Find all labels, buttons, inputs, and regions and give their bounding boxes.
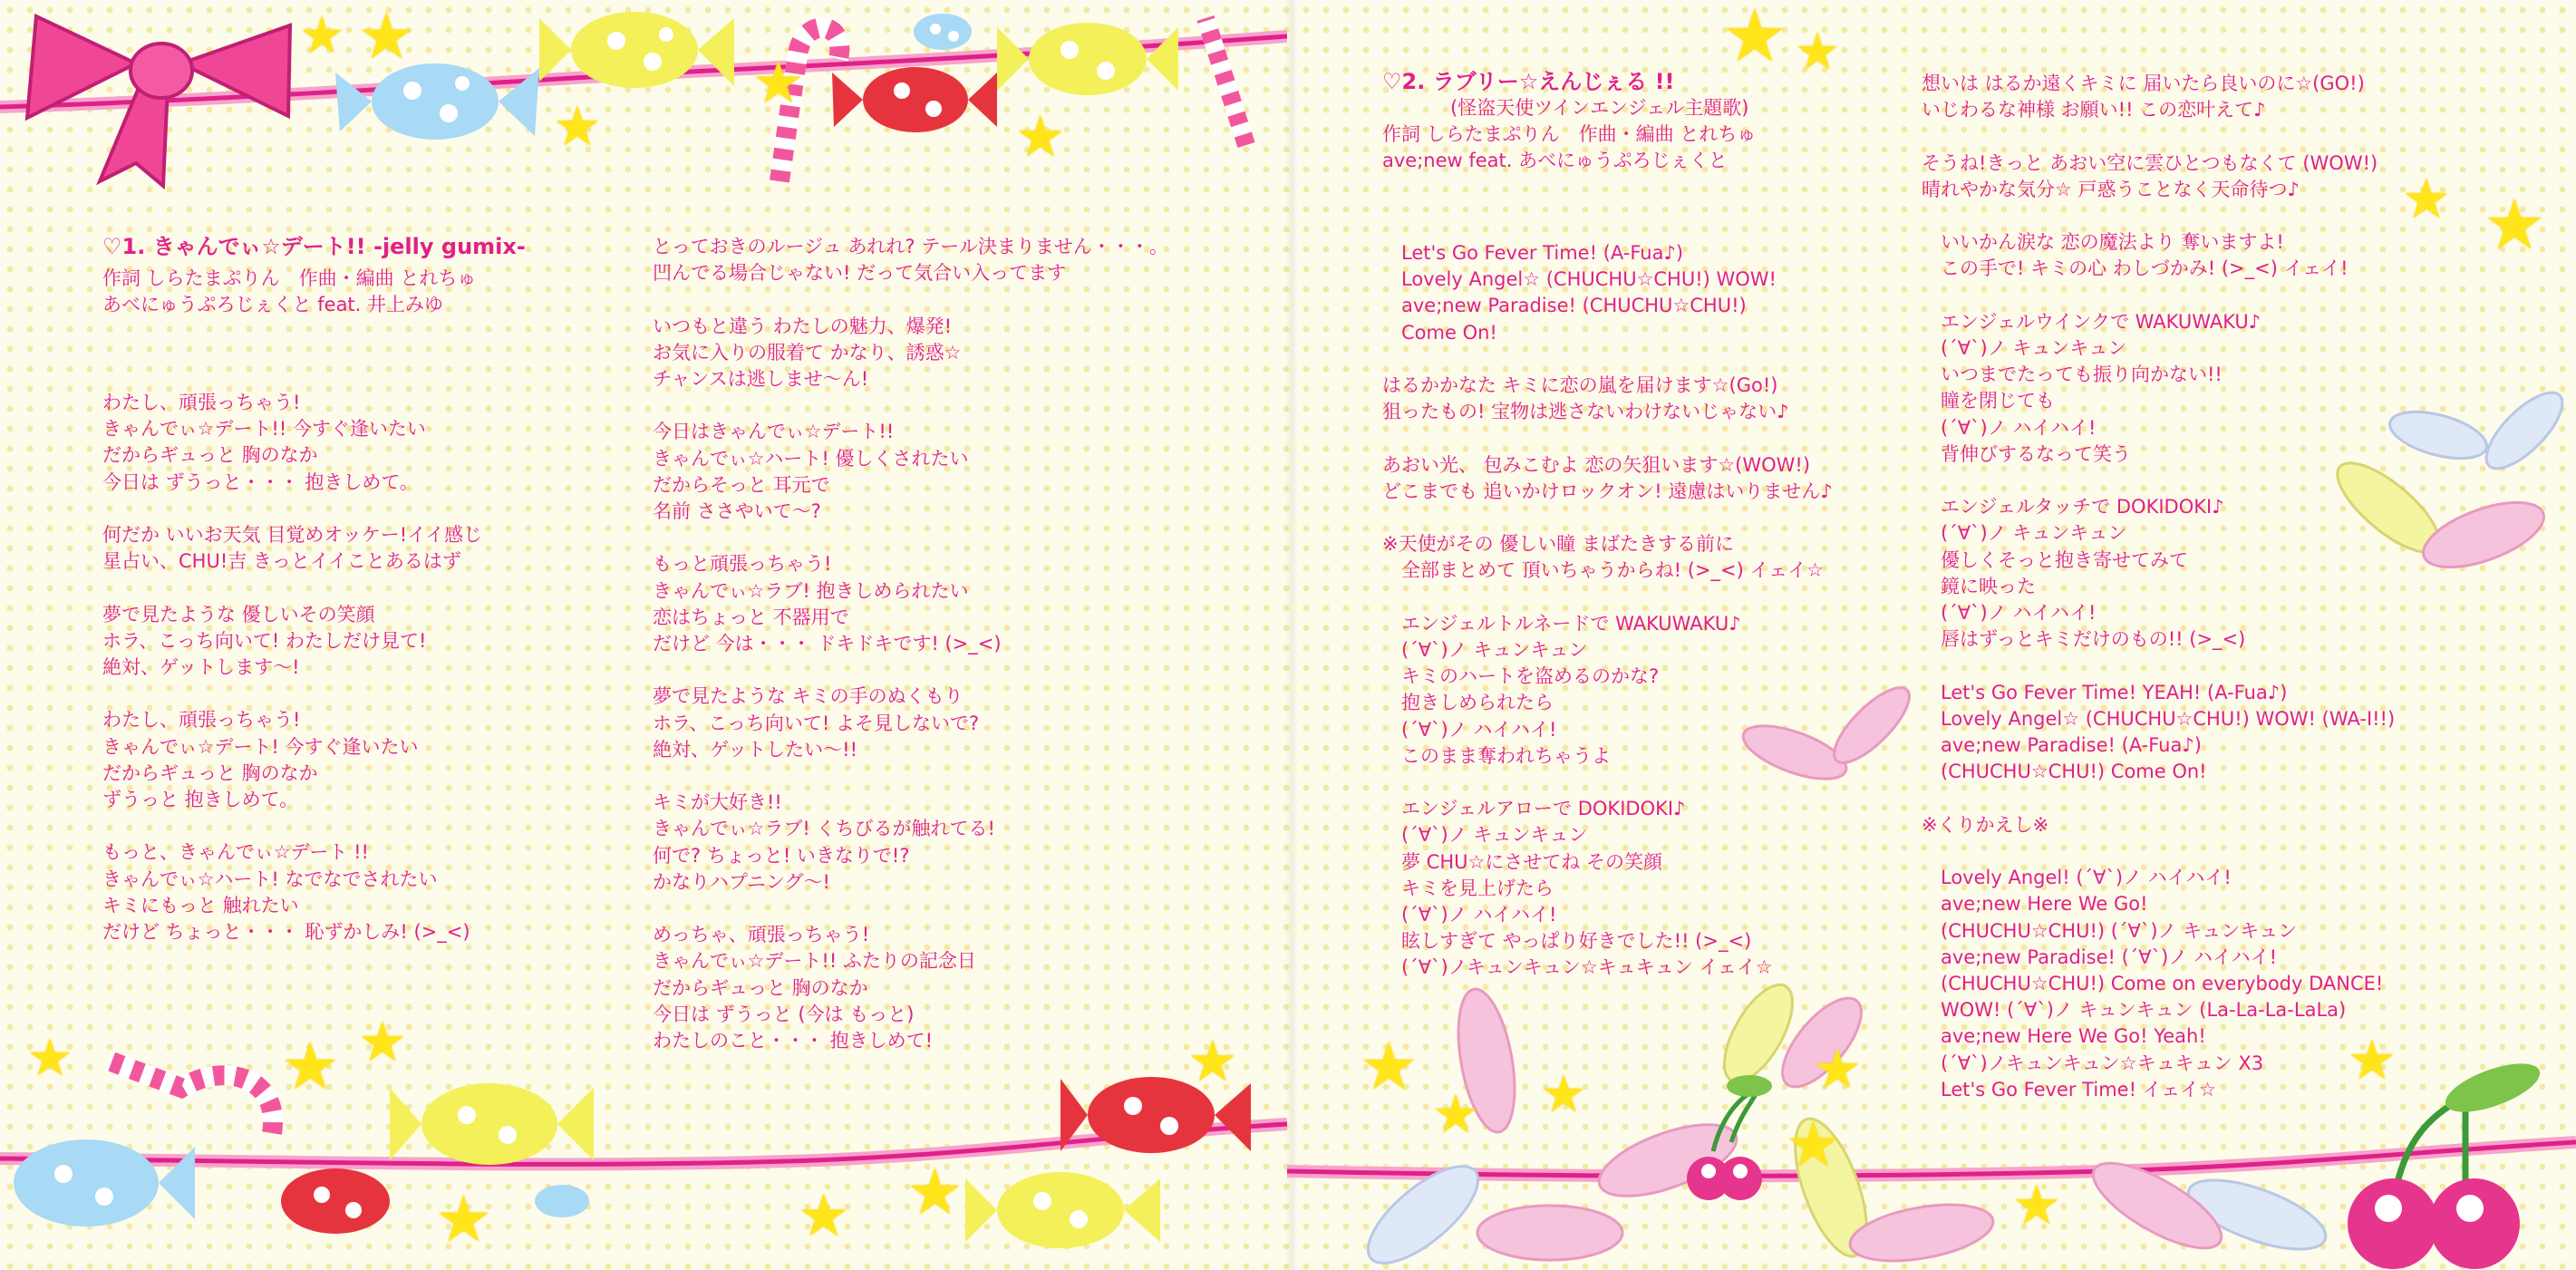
star-icon: ★ xyxy=(798,1183,850,1250)
red-candy-bottom-icon xyxy=(281,1168,390,1234)
blue-candy-bottom-icon xyxy=(14,1139,195,1226)
star-icon: ★ xyxy=(1187,1028,1238,1094)
bottom-left-decoration xyxy=(0,1024,1287,1270)
star-icon: ★ xyxy=(27,1029,73,1088)
star-icon: ★ xyxy=(1813,1038,1862,1101)
yellow-candy-right-icon xyxy=(997,23,1178,95)
star-icon: ★ xyxy=(2402,168,2451,231)
star-icon: ★ xyxy=(752,50,805,117)
yellow-candy-bottom-icon xyxy=(390,1083,594,1165)
star-icon: ★ xyxy=(1360,1028,1419,1104)
star-icon: ★ xyxy=(553,95,602,159)
track2-lyrics-column4: 想いは はるか遠くキミに 届いたら良いのに☆(GO!) いじわるな神様 お願い!! この恋叶えて♪ そうね!きっと あおい空に雲ひとつもなくて (WOW!) 晴れやかな気分☆ 戸惑うことなく天命待つ♪ いいかん涙な 恋の魔法より 奪いますよ! この手で! キミの心 わしづかみ! (>_<) イェイ! エンジェルウインクで WAKUWAKU♪ (´∀`)ノ キュンキュン いつまでたっても振り向かない!! 瞳を閉じても (´∀`)ノ ハイハイ! 背伸びするなって笑う エンジェルタッチで DOKIDOKI♪ (´∀`)ノ キュンキュン 優しくそっと抱き寄せてみて 鏡に映った (´∀`)ノ ハイハイ! 唇はずっとキミだけのもの!! (>_<) Let's Go Fever Time! YEAH! (A-Fua♪) Lovely Angel☆ (CHUCHU☆CHU!) WOW! (WA-I!!) ave;new Paradise! (A-Fua♪) (CHUCHU☆CHU!) Come On! ※くりかえし※ Lovely Angel! (´∀`)ノ ハイハイ! ave;new Here We Go! (CHUCHU☆CHU!) (´∀`)ノ キュンキュン ave;new Paradise! (´∀`)ノ ハイハイ! (CHUCHU☆CHU!) Come on everybody DANCE! WOW! (´∀`)ノ キュンキュン (La-La-La-LaLa) ave;new Here We Go! Yeah! (´∀`)ノキュンキュン☆キュキュン X3 Let's Go Fever Time! イェイ☆ xyxy=(1922,73,2396,1100)
candy-cane-bottom-icon xyxy=(109,1061,273,1133)
track2-credit-line2: ave;new feat. あべにゅうぷろじぇくと xyxy=(1382,150,1728,172)
star-icon: ★ xyxy=(358,1011,407,1074)
track2-lyrics-column3: Let's Go Fever Time! (A-Fua♪) Lovely Angel☆ (CHUCHU☆CHU!) WOW! ave;new Paradise! (CHUCHU☆CHU!) Come On! はるかかなた キミに恋の嵐を届けます☆(Go!) 狙ったもの! 宝物は逃さないわけないじゃない♪ あおい光、 包みこむよ 恋の矢狙います☆(WOW!) どこまでも 追いかけロックオン! 遠慮はいりません♪ ※天使がその 優しい瞳 まばたきする前に 全部まとめて 頂いちゃうからね! (>_<) イェイ☆ エンジェルトルネードで WAKUWAKU♪ (´∀`)ノ キュンキュン キミのハートを盗めるのかな? 抱きしめられたら (´∀`)ノ ハイハイ! このまま奪われちゃうよ エンジェルアローで DOKIDOKI♪ (´∀`)ノ キュンキュン 夢 CHU☆にさせてね その笑顔 キミを見上げたら (´∀`)ノ ハイハイ! 眩しすぎて やっぱり好きでした!! (>_<) (´∀`)ノキュンキュン☆キュキュン イェイ☆ xyxy=(1382,242,1833,979)
small-blue-candy-icon xyxy=(914,14,972,50)
track1-title: ♡1. きゃんでぃ☆デート!! -jelly gumix- xyxy=(102,234,526,259)
track2-credit-line1: 作詞 しらたまぷりん 作曲・編曲 とれちゅ xyxy=(1382,123,1757,146)
star-icon: ★ xyxy=(1432,1083,1479,1145)
star-icon: ★ xyxy=(1015,103,1066,170)
star-icon: ★ xyxy=(2348,1029,2397,1092)
star-icon: ★ xyxy=(2012,1174,2061,1237)
track1-header xyxy=(102,228,526,318)
top-left-decoration xyxy=(0,0,1287,199)
star-icon: ★ xyxy=(1786,1110,1841,1181)
star-icon: ★ xyxy=(1795,23,1841,82)
star-icon: ★ xyxy=(906,1155,964,1229)
star-icon: ★ xyxy=(281,1028,340,1104)
star-icon: ★ xyxy=(299,6,345,65)
track1-credit-line1: 作詞 しらたまぷりん 作曲・編曲 とれちゅ xyxy=(102,267,477,289)
blue-candy-icon xyxy=(335,63,539,140)
star-icon: ★ xyxy=(435,1182,492,1256)
star-icon: ★ xyxy=(1541,1065,1587,1124)
track2-header xyxy=(1382,63,1756,175)
track1-lyrics-column1: わたし、頑張っちゃう! きゃんでぃ☆デート!! 今すぐ逢いたい だからギュっと 胸のなか 今日は ずうっと・・・ 抱きしめて。 何だか いいお天気 目覚めオッケー!イイ感じ 星占い、CHU!吉 きっとイイことあるはず 夢で見たような 優しいその笑顔 ホラ、こっち向いて! わたしだけ見て! 絶対、ゲットします〜! わたし、頑張っちゃう! きゃんでぃ☆デート! 今すぐ逢いたい だからギュっと 胸のなか ずうっと 抱きしめて。 もっと、きゃんでぃ☆デート !! きゃんでぃ☆ハート! なでなでされたい キミにもっと 触れたい だけど ちょっと・・・ 恥ずかしみ! (>_<) xyxy=(102,392,483,944)
track1-lyrics-column2: とっておきのルージュ あれれ? テール決まりません・・・。 凹んでる場合じゃない! だって気合い入ってます いつもと違う わたしの魅力、爆発! お気に入りの服着て かなり、誘惑☆ チャンスは逃しませ〜ん! 今日はきゃんでぃ☆デート!! きゃんでぃ☆ハート! 優しくされたい だからそっと 耳元で 名前 ささやいて〜? もっと頑張っちゃう! きゃんでぃ☆ラブ! 抱きしめられたい 恋はちょっと 不器用で だけど 今は・・・ ドキドキです! (>_<) 夢で見たような キミの手のぬくもり ホラ、こっち向いて! よそ見しないで? 絶対、ゲットしたい〜!! キミが大好き!! きゃんでぃ☆ラブ! くちびるが触れてる! 何で? ちょっと! いきなりで!? かなりハプニング〜! めっちゃ、頑張っちゃう! きゃんでぃ☆デート!! ふたりの記念日 だからギュっと 胸のなか 今日は ずうっと (今は もっと) わたしのこと・・・ 抱きしめて! xyxy=(653,236,1168,1052)
star-icon: ★ xyxy=(2484,184,2546,265)
track2-title: ♡2. ラブリー☆えんじぇる !! xyxy=(1382,69,1675,94)
yellow-candy-bottom-right-icon xyxy=(965,1172,1160,1248)
star-icon: ★ xyxy=(358,0,415,73)
track1-credit-line2: あべにゅうぷろじぇくと feat. 井上みゆ xyxy=(102,294,444,316)
star-icon: ★ xyxy=(1722,0,1787,78)
track2-subtitle: (怪盗天使ツインエンジェル主題歌) xyxy=(1450,97,1749,119)
small-blue-candy-bottom-icon xyxy=(535,1185,589,1217)
red-candy-icon xyxy=(832,67,997,132)
